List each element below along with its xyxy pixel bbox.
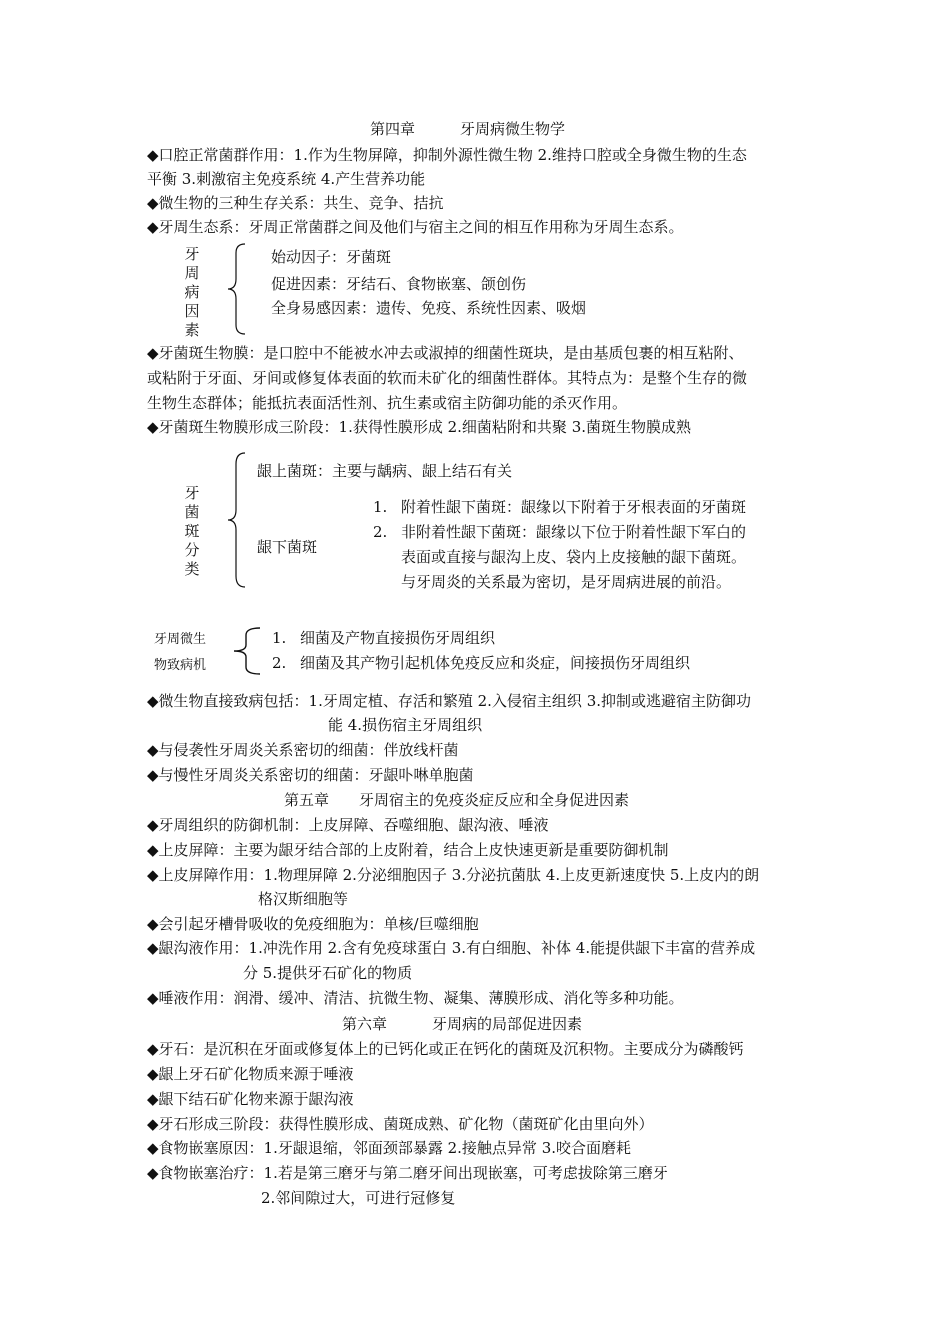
chapter4-title: 第四章 牙周病微生物学 [370, 120, 566, 138]
bullet-immune-cells: ◆会引起牙槽骨吸收的免疫细胞为：单核/巨噬细胞 [147, 915, 479, 933]
bullet-gcf-function-2: 分 5.提供牙石矿化的物质 [243, 964, 413, 982]
bullet-periodontal-ecosystem: ◆牙周生态系：牙周正常菌群之间及他们与宿主之间的相互作用称为牙周生态系。 [147, 218, 684, 236]
bullet-biofilm-stages: ◆牙菌斑生物膜形成三阶段：1.获得性膜形成 2.细菌粘附和共聚 3.菌斑生物膜成熟 [147, 418, 692, 436]
bullet-barrier-function-1: ◆上皮屏障作用：1.物理屏障 2.分泌细胞因子 3.分泌抗菌肽 4.上皮更新速度快 5.上皮内的朗 [147, 866, 760, 884]
bullet-food-impaction-treatment-1: ◆食物嵌塞治疗：1.若是第三磨牙与第二磨牙间出现嵌塞，可考虑拔除第三磨牙 [147, 1164, 668, 1182]
bullet-supragingival-calculus: ◆龈上牙石矿化物质来源于唾液 [147, 1065, 354, 1083]
bullet-gcf-function-1: ◆龈沟液作用：1.冲洗作用 2.含有免疫球蛋白 3.有白细胞、补体 4.能提供龈下丰富的营养成 [147, 939, 756, 957]
mechanism-label-2: 物致病机 [154, 658, 207, 673]
attached-subgingival: 附着性龈下菌斑：龈缘以下附着于牙根表面的牙菌斑 [401, 498, 747, 516]
supragingival-plaque: 龈上菌斑：主要与龋病、龈上结石有关 [257, 462, 513, 480]
bullet-calculus-stages: ◆牙石形成三阶段：获得性膜形成、菌斑成熟、矿化物（菌斑矿化由里向外） [147, 1115, 654, 1133]
bullet-direct-pathogenic-2: 能 4.损伤宿主牙周组织 [328, 716, 483, 734]
bullet-epithelial-barrier: ◆上皮屏障：主要为龈牙结合部的上皮附着，结合上皮快速更新是重要防御机制 [147, 841, 669, 859]
bullet-food-impaction-cause: ◆食物嵌塞原因：1.牙龈退缩，邻面颈部暴露 2.接触点异常 3.咬合面磨耗 [147, 1139, 632, 1157]
bullet-chronic-periodontitis: ◆与慢性牙周炎关系密切的细菌：牙龈卟啉单胞菌 [147, 766, 474, 784]
unattached-subgingival-3: 与牙周炎的关系最为密切，是牙周病进展的前沿。 [401, 573, 732, 591]
bullet-survival-relations: ◆微生物的三种生存关系：共生、竞争、拮抗 [147, 194, 444, 212]
bullet-calculus: ◆牙石：是沉积在牙面或修复体上的已钙化或正在钙化的菌斑及沉积物。主要成分为磷酸钙 [147, 1040, 744, 1058]
mechanism-indirect: 细菌及其产物引起机体免疫反应和炎症，间接损伤牙周组织 [300, 654, 691, 672]
sub-num-2: 2. [373, 523, 388, 541]
chapter5-title: 第五章 牙周宿主的免疫炎症反应和全身促进因素 [284, 791, 630, 809]
factor-promoting: 促进因素：牙结石、食物嵌塞、颌创伤 [271, 275, 527, 293]
unattached-subgingival-2: 表面或直接与龈沟上皮、袋内上皮接触的龈下菌斑。 [401, 548, 747, 566]
mechanism-direct: 细菌及产物直接损伤牙周组织 [300, 629, 496, 647]
factor-initiating: 始动因子：牙菌斑 [271, 248, 392, 266]
bullet-biofilm-3: 生物生态群体；能抵抗表面活性剂、抗生素或宿主防御功能的杀灭作用。 [147, 394, 628, 412]
mech-num-1: 1. [272, 629, 287, 647]
chapter6-title: 第六章 牙周病的局部促进因素 [342, 1015, 583, 1033]
bullet-biofilm-2: 或粘附于牙面、牙间或修复体表面的软而未矿化的细菌性群体。其特点为：是整个生存的微 [147, 369, 748, 387]
bullet-normal-flora-1: ◆口腔正常菌群作用：1.作为生物屏障，抑制外源性微生物 2.维持口腔或全身微生物的生态 [147, 146, 747, 164]
bullet-biofilm-1: ◆牙菌斑生物膜：是口腔中不能被水冲去或淑掉的细菌性斑块，是由基质包裹的相互粘附、 [147, 344, 744, 362]
bullet-food-impaction-treatment-2: 2.邻间隙过大，可进行冠修复 [261, 1189, 456, 1207]
bullet-normal-flora-2: 平衡 3.刺激宿主免疫系统 4.产生营养功能 [147, 170, 426, 188]
bullet-subgingival-calculus: ◆龈下结石矿化物来源于龈沟液 [147, 1090, 354, 1108]
subgingival-plaque-label: 龈下菌斑 [257, 538, 318, 556]
unattached-subgingival-1: 非附着性龈下菌斑：龈缘以下位于附着性龈下军白的 [401, 523, 747, 541]
factor-systemic: 全身易感因素：遗传、免疫、系统性因素、吸烟 [271, 299, 587, 317]
plaque-classification-label: 牙菌斑分类 [184, 484, 200, 578]
mechanism-brace [232, 627, 262, 675]
bullet-aggressive-periodontitis: ◆与侵袭性牙周炎关系密切的细菌：伴放线杆菌 [147, 741, 459, 759]
factors-brace [226, 243, 248, 335]
bullet-defense-mechanism: ◆牙周组织的防御机制：上皮屏障、吞噬细胞、龈沟液、唾液 [147, 816, 549, 834]
mechanism-label-1: 牙周微生 [154, 632, 207, 647]
bullet-barrier-function-2: 格汉斯细胞等 [258, 890, 349, 908]
bullet-saliva-function: ◆唾液作用：润滑、缓冲、清洁、抗微生物、凝集、薄膜形成、消化等多种功能。 [147, 989, 684, 1007]
factors-label: 牙周病因素 [184, 245, 200, 339]
bullet-direct-pathogenic-1: ◆微生物直接致病包括：1.牙周定植、存活和繁殖 2.入侵宿主组织 3.抑制或逃避宿主防御功 [147, 692, 752, 710]
mech-num-2: 2. [272, 654, 287, 672]
sub-num-1: 1. [373, 498, 388, 516]
plaque-brace [226, 452, 248, 588]
